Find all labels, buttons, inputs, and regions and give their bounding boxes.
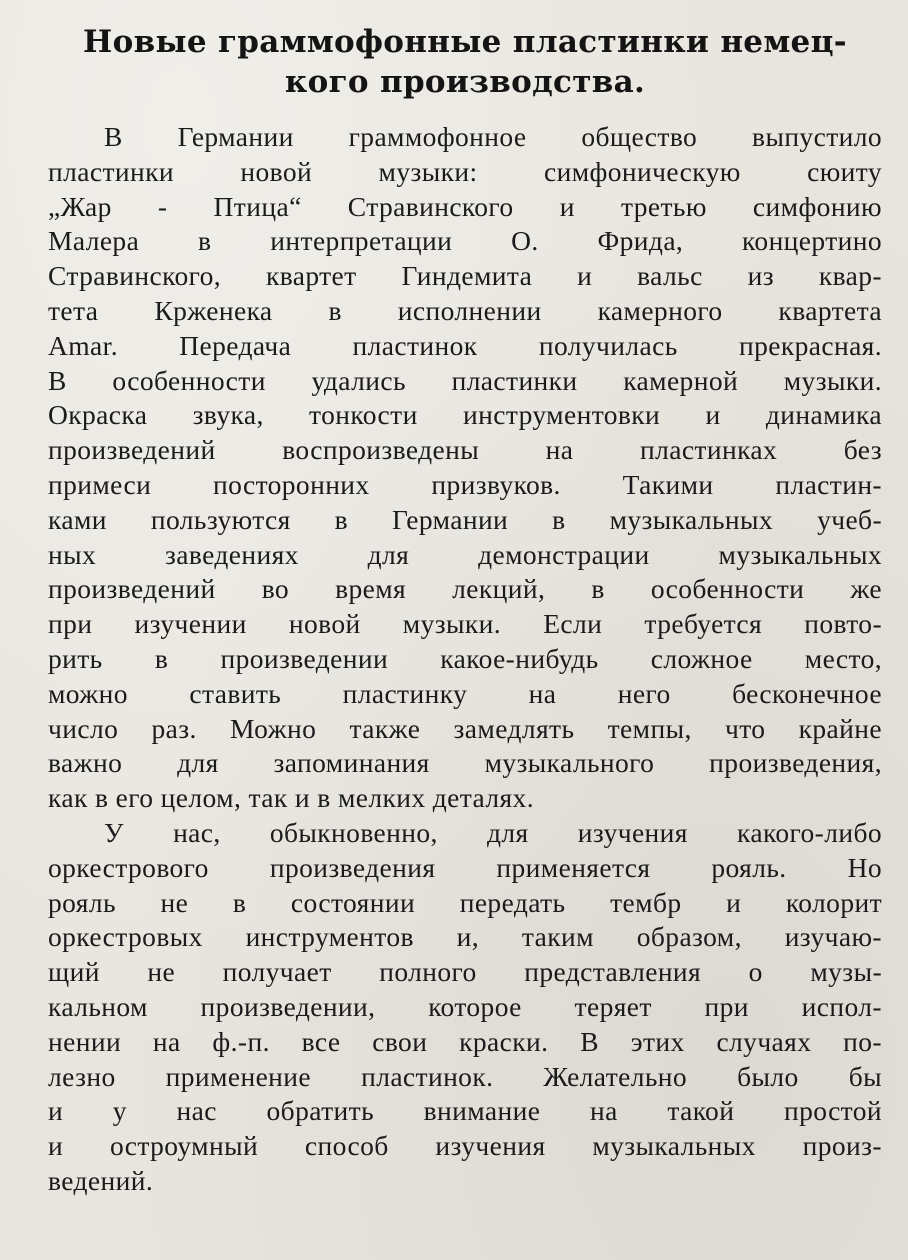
text-line: произведений во время лекций, в особенности же (48, 573, 882, 605)
text-line: щий не получает полного представления о музы- (48, 956, 882, 988)
text-line: Amar. Передача пластинок получилась прекрасная. (48, 329, 882, 361)
article-paragraph-2 (48, 816, 882, 1199)
article-paragraph-1 (48, 120, 882, 816)
text-line: У нас, обыкновенно, для изучения какого-либо (104, 816, 882, 848)
text-line: ведений. (48, 1164, 154, 1196)
text-line: ками пользуются в Германии в музыкальных учеб- (48, 503, 882, 535)
text-line: при изучении новой музыки. Если требуется повто- (48, 608, 882, 640)
text-line: В Германии граммофонное общество выпустило (104, 121, 882, 152)
text-line: рить в произведении какое-нибудь сложное место, (48, 642, 882, 674)
text-line: В особенности удались пластинки камерной музыки. (48, 364, 882, 396)
text-line: Стравинского, квартет Гиндемита и вальс из квар- (48, 260, 882, 292)
text-line: тета Крженека в исполнении камерного квартета (48, 294, 882, 326)
article-title-line: Новые граммофонные пластинки немец- (83, 24, 847, 60)
text-line: ных заведениях для демонстрации музыкальных (48, 538, 882, 570)
article-body (48, 120, 882, 1199)
text-line: оркестровых инструментов и, таким образом, изучаю- (48, 921, 882, 953)
text-line: примеси посторонних призвуков. Такими пластин- (48, 468, 882, 500)
text-line: кальном произведении, которое теряет при испол- (48, 990, 882, 1022)
text-line: „Жар - Птица“ Стравинского и третью симфонию (48, 190, 882, 222)
text-line: пластинки новой музыки: симфоническую сюиту (48, 155, 882, 187)
text-line: можно ставить пластинку на него бесконечное (48, 677, 882, 709)
text-line: и остроумный способ изучения музыкальных произ- (48, 1130, 882, 1162)
article-title-line: кого производства. (284, 64, 646, 100)
text-line: нении на ф.-п. все свои краски. В этих случаях по- (48, 1025, 882, 1057)
text-line: важно для запоминания музыкального произведения, (48, 747, 882, 779)
text-line: как в его целом, так и в мелких деталях. (48, 782, 534, 814)
text-line: Малера в интерпретации О. Фрида, концертино (48, 225, 882, 257)
text-line: лезно применение пластинок. Желательно было бы (48, 1060, 882, 1092)
text-line: оркестрового произведения применяется рояль. Но (48, 851, 882, 883)
text-line: число раз. Можно также замедлять темпы, что крайне (48, 712, 882, 744)
text-line: рояль не в состоянии передать тембр и колорит (48, 886, 882, 918)
text-line: Окраска звука, тонкости инструментовки и динамика (48, 399, 882, 431)
text-line: произведений воспроизведены на пластинках без (48, 434, 882, 466)
article-title (48, 22, 882, 102)
text-line: и у нас обратить внимание на такой простой (48, 1095, 882, 1127)
